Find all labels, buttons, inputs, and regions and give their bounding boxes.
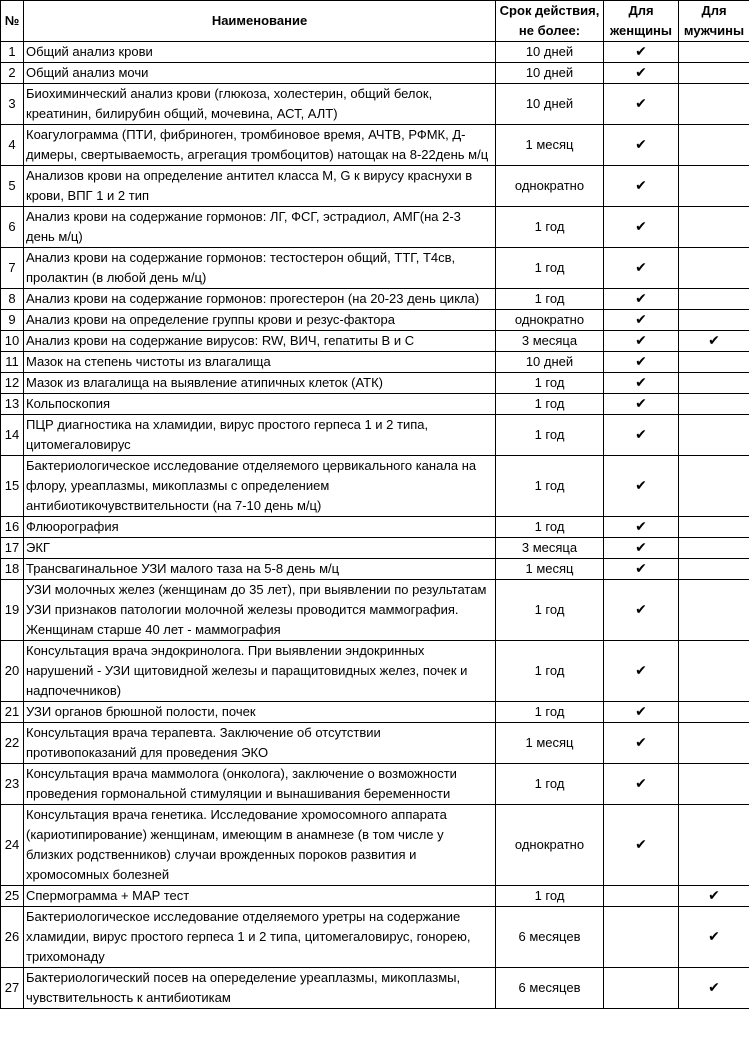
table-body [1,42,749,1009]
row-men-check [679,289,749,310]
row-men-check [679,248,749,289]
table-row [1,580,749,641]
row-name: Консультация врача эндокринолога. При выявлении эндокринных нарушений - УЗИ щитовидной железы и паращитовидных желез, почек и надпочечников) [24,641,496,702]
row-term: 3 месяца [496,538,604,559]
table-row [1,84,749,125]
row-name: Мазок из влагалища на выявление атипичных клеток (АТК) [24,373,496,394]
table-row [1,331,749,352]
row-term: однократно [496,310,604,331]
row-men-check [679,580,749,641]
row-men-check: ✔ [679,968,749,1009]
row-number: 23 [1,764,24,805]
table-row [1,641,749,702]
row-term: 1 год [496,764,604,805]
table-row [1,517,749,538]
row-number: 21 [1,702,24,723]
row-women-check: ✔ [604,352,679,373]
row-number: 20 [1,641,24,702]
table-row [1,310,749,331]
row-women-check: ✔ [604,517,679,538]
row-men-check [679,207,749,248]
row-number: 7 [1,248,24,289]
row-men-check [679,166,749,207]
table-row [1,289,749,310]
row-women-check: ✔ [604,289,679,310]
row-term: 10 дней [496,42,604,63]
row-term: 10 дней [496,63,604,84]
row-men-check: ✔ [679,331,749,352]
row-women-check: ✔ [604,125,679,166]
row-term: 1 год [496,702,604,723]
row-women-check: ✔ [604,559,679,580]
row-term: однократно [496,166,604,207]
row-women-check: ✔ [604,248,679,289]
row-number: 22 [1,723,24,764]
table-row [1,373,749,394]
row-term: 1 месяц [496,125,604,166]
row-women-check: ✔ [604,764,679,805]
table-row [1,42,749,63]
row-number: 16 [1,517,24,538]
row-women-check: ✔ [604,580,679,641]
row-name: Консультация врача маммолога (онколога), заключение о возможности проведения гормональной стимуляции и вынашивания беременности [24,764,496,805]
row-number: 4 [1,125,24,166]
row-term: 1 год [496,517,604,538]
row-term: 3 месяца [496,331,604,352]
row-men-check [679,702,749,723]
row-name: Биохиминческий анализ крови (глюкоза, холестерин, общий белок, креатинин, билирубин общий, мочевина, АСТ, АЛТ) [24,84,496,125]
row-term: 10 дней [496,84,604,125]
row-women-check: ✔ [604,456,679,517]
table-row [1,886,749,907]
row-men-check [679,764,749,805]
row-men-check [679,641,749,702]
row-women-check: ✔ [604,702,679,723]
row-number: 27 [1,968,24,1009]
row-number: 2 [1,63,24,84]
row-number: 1 [1,42,24,63]
row-women-check: ✔ [604,723,679,764]
row-number: 17 [1,538,24,559]
row-men-check [679,84,749,125]
row-name: Кольпоскопия [24,394,496,415]
row-term: 6 месяцев [496,907,604,968]
row-name: Анализ крови на содержание гормонов: прогестерон (на 20-23 день цикла) [24,289,496,310]
row-number: 8 [1,289,24,310]
row-women-check: ✔ [604,310,679,331]
table-row [1,805,749,886]
row-name: Коагулограмма (ПТИ, фибриноген, тромбиновое время, АЧТВ, РФМК, Д-димеры, свертываемость, агрегация тромбоцитов) натощак на 8-22день м/ц [24,125,496,166]
row-term: 1 год [496,456,604,517]
row-name: Общий анализ мочи [24,63,496,84]
row-women-check [604,968,679,1009]
row-women-check: ✔ [604,84,679,125]
row-name: ЭКГ [24,538,496,559]
row-name: Анализ крови на содержание гормонов: ЛГ, ФСГ, эстрадиол, АМГ(на 2-3 день м/ц) [24,207,496,248]
table-row [1,415,749,456]
table-row [1,723,749,764]
row-women-check: ✔ [604,331,679,352]
row-women-check: ✔ [604,42,679,63]
row-number: 18 [1,559,24,580]
row-number: 24 [1,805,24,886]
row-number: 12 [1,373,24,394]
row-men-check: ✔ [679,886,749,907]
row-men-check [679,352,749,373]
row-women-check [604,907,679,968]
table-row [1,394,749,415]
table-row [1,559,749,580]
table-row [1,63,749,84]
row-name: Бактериологическое исследование отделяемого уретры на содержание хламидии, вирус простого герпеса 1 и 2 типа, цитомегаловирус, гонорею, трихомонаду [24,907,496,968]
row-name: Общий анализ крови [24,42,496,63]
row-name: Бактериологическое исследование отделяемого цервикального канала на флору, уреаплазмы, микоплазмы с определением антибиотикочувствительности (на 7-10 день м/ц) [24,456,496,517]
table-row [1,166,749,207]
row-women-check: ✔ [604,166,679,207]
row-men-check: ✔ [679,907,749,968]
table-row [1,248,749,289]
header-number: № [1,1,24,42]
row-men-check [679,125,749,166]
row-number: 11 [1,352,24,373]
row-women-check: ✔ [604,373,679,394]
row-term: 6 месяцев [496,968,604,1009]
row-men-check [679,42,749,63]
row-men-check [679,805,749,886]
row-term: 1 месяц [496,559,604,580]
row-name: Анализов крови на определение антител класса М, G к вирусу краснухи в крови, ВПГ 1 и 2 тип [24,166,496,207]
row-women-check: ✔ [604,805,679,886]
row-term: 1 год [496,886,604,907]
row-men-check [679,394,749,415]
row-women-check: ✔ [604,415,679,456]
table-row [1,907,749,968]
row-term: 1 год [496,207,604,248]
header-women: Для женщины [604,1,679,42]
row-women-check: ✔ [604,641,679,702]
row-term: 1 год [496,415,604,456]
row-men-check [679,538,749,559]
table-row [1,352,749,373]
row-term: 1 месяц [496,723,604,764]
row-term: 1 год [496,373,604,394]
table-row [1,538,749,559]
row-number: 15 [1,456,24,517]
row-number: 3 [1,84,24,125]
row-term: однократно [496,805,604,886]
row-women-check: ✔ [604,394,679,415]
table-row [1,456,749,517]
row-number: 6 [1,207,24,248]
row-men-check [679,310,749,331]
row-men-check [679,559,749,580]
table-row [1,702,749,723]
row-name: Спермограмма + MAP тест [24,886,496,907]
row-men-check [679,517,749,538]
row-name: Анализ крови на определение группы крови и резус-фактора [24,310,496,331]
row-number: 14 [1,415,24,456]
row-number: 25 [1,886,24,907]
table-row [1,764,749,805]
row-name: Анализ крови на содержание вирусов: RW, ВИЧ, гепатиты В и С [24,331,496,352]
table-row [1,207,749,248]
row-name: Консультация врача терапевта. Заключение об отсутствии противопоказаний для проведения ЭКО [24,723,496,764]
row-women-check [604,886,679,907]
row-men-check [679,723,749,764]
header-name: Наименование [24,1,496,42]
row-term: 1 год [496,580,604,641]
row-men-check [679,456,749,517]
row-term: 1 год [496,641,604,702]
row-women-check: ✔ [604,538,679,559]
row-term: 10 дней [496,352,604,373]
row-men-check [679,373,749,394]
row-name: Флюорография [24,517,496,538]
row-men-check [679,415,749,456]
row-women-check: ✔ [604,63,679,84]
row-number: 19 [1,580,24,641]
row-term: 1 год [496,394,604,415]
row-name: Бактериологический посев на опеределение уреаплазмы, микоплазмы, чувствительность к антибиотикам [24,968,496,1009]
header-row [1,1,749,42]
header-men: Для мужчины [679,1,749,42]
row-term: 1 год [496,248,604,289]
row-term: 1 год [496,289,604,310]
row-name: ПЦР диагностика на хламидии, вирус простого герпеса 1 и 2 типа, цитомегаловирус [24,415,496,456]
row-name: Консультация врача генетика. Исследование хромосомного аппарата (кариотипирование) женщинам, имеющим в анамнезе (в том числе у близких родственников) случаи врожденных пороков развития и хромосомных болезней [24,805,496,886]
row-women-check: ✔ [604,207,679,248]
table-row [1,125,749,166]
row-number: 10 [1,331,24,352]
row-men-check [679,63,749,84]
row-name: Анализ крови на содержание гормонов: тестостерон общий, ТТГ, Т4св, пролактин (в любой день м/ц) [24,248,496,289]
header-term: Срок действия, не более: [496,1,604,42]
row-number: 5 [1,166,24,207]
table-row [1,968,749,1009]
row-number: 13 [1,394,24,415]
row-number: 26 [1,907,24,968]
row-name: УЗИ молочных желез (женщинам до 35 лет), при выявлении по результатам УЗИ признаков патологии молочной железы проводится маммография. Женщинам старше 40 лет - маммография [24,580,496,641]
row-number: 9 [1,310,24,331]
row-name: Трансвагинальное УЗИ малого таза на 5-8 день м/ц [24,559,496,580]
row-name: УЗИ органов брюшной полости, почек [24,702,496,723]
row-name: Мазок на степень чистоты из влагалища [24,352,496,373]
